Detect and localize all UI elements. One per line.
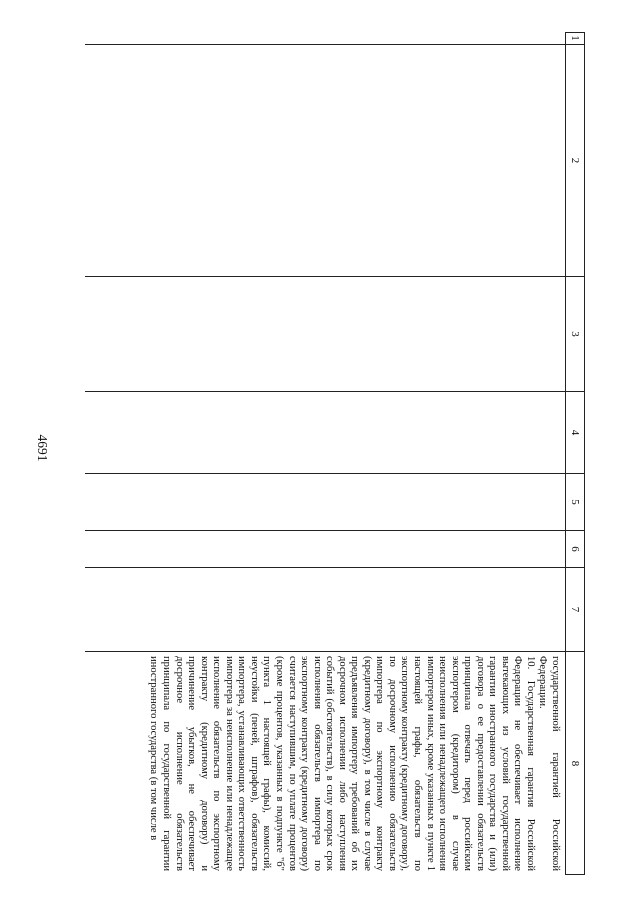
table-column-6 [85, 530, 585, 567]
column-header-8: 8 [565, 652, 585, 875]
page-number: 4691 [35, 434, 50, 462]
table-column-2 [85, 44, 585, 276]
paragraph-continuation: государственной гарантией Российской Федерации. [537, 656, 561, 871]
column-header-5: 5 [565, 474, 585, 530]
column-8-text [147, 652, 565, 875]
table-column-1 [85, 32, 585, 44]
table-column-8 [85, 651, 585, 875]
column-header-2: 2 [565, 45, 585, 276]
column-header-7: 7 [565, 568, 585, 651]
table-column-4 [85, 391, 585, 473]
column-header-4: 4 [565, 392, 585, 473]
column-header-1: 1 [565, 32, 585, 44]
column-header-6: 6 [565, 531, 585, 567]
table-column-5 [85, 473, 585, 530]
paragraph-10: 10. Государственная гарантия Российской Федерации не обеспечивает исполнение вытекающих из условий государственной гарантии иностранного государства и (или) договора о ее предоставлении обязательств принципала отвечать перед российским экспортером (кредитором) в случае неисполнения или ненадлежащего исполнения импортером иных, кроме указанных в пункте 1 настоящей графы, обязательств по экспортному контракту (кредитному договору), по досрочному исполнению обязательств импортера по экспортному контракту (кредитному договору), в том числе в случае предъявления импортеру требований об их досрочном исполнении либо наступления событий (обстоятельств), в силу которых срок исполнения обязательств импортера по экспортному контракту (кредитному договору) считается наступившим, по уплате процентов (кроме процентов, указанных в подпункте "б" пункта 1 настоящей графы), комиссий, неустойки (пеней, штрафов), обязательств импортера, устанавливающих ответственность импортера за неисполнение или ненадлежащее исполнение обязательств по экспортному контракту (кредитному договору) и причинение убытков, не обеспечивает досрочное исполнение обязательств принципала по государственной гарантии иностранного государства (в том числе в [148, 656, 536, 871]
document-table [85, 32, 585, 875]
table-column-7 [85, 567, 585, 651]
table-column-3 [85, 276, 585, 391]
column-header-3: 3 [565, 277, 585, 391]
